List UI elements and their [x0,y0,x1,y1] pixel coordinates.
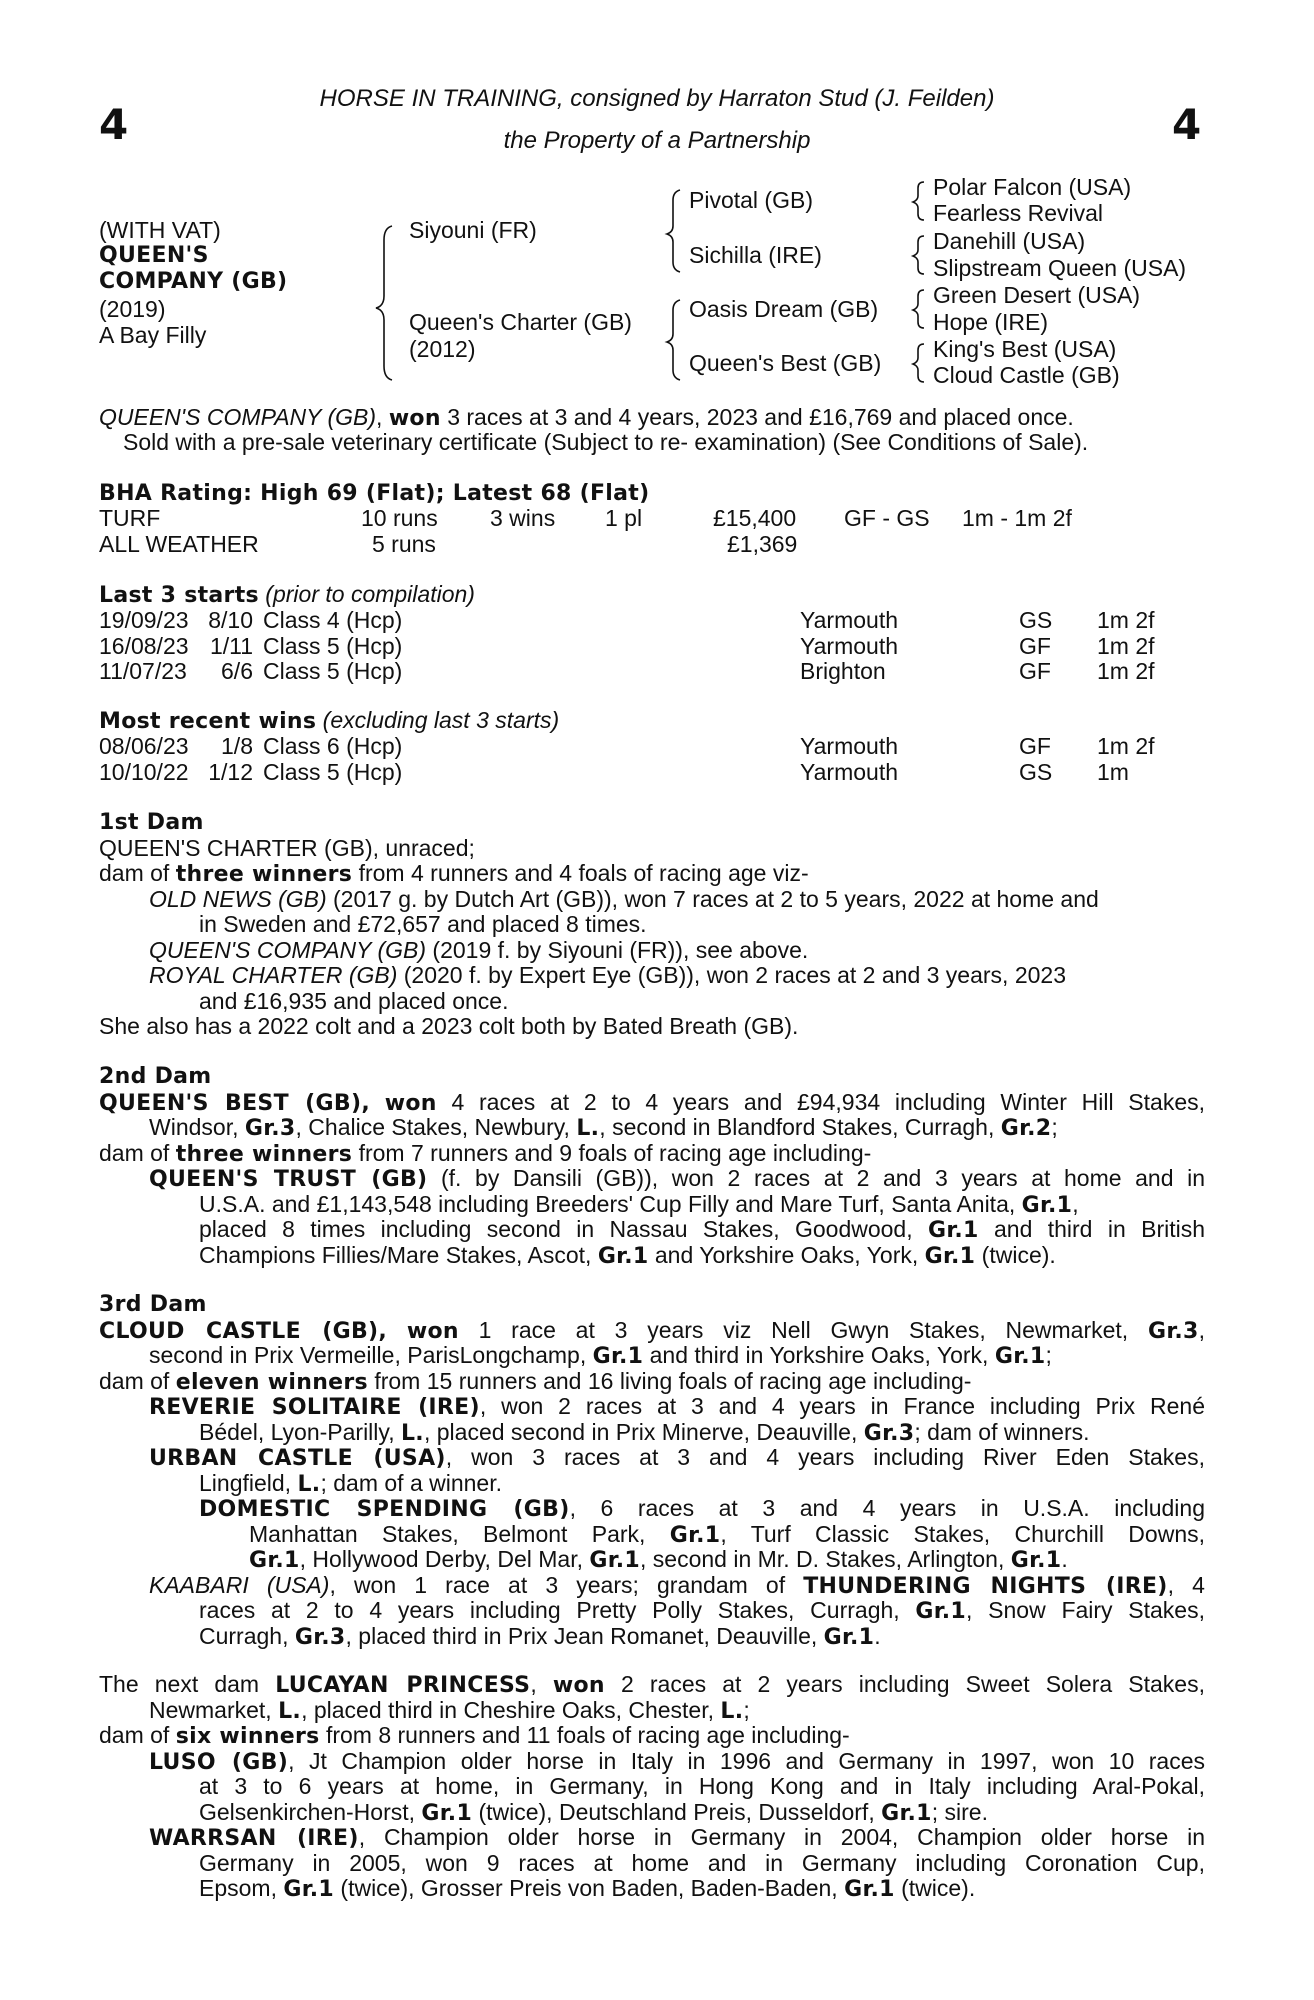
horse-year: (2019) [99,296,166,322]
start-course: Yarmouth [800,632,899,659]
offspring-warrsan: WARRSAN (IRE), Champion older horse in Germany in 2004, Champion older horse in [149,1824,1205,1851]
vat-note: (WITH VAT) [99,217,221,243]
gg-name-8: Cloud Castle (GB) [933,362,1120,388]
turf-going: GF - GS [844,505,930,531]
start-going: GF [1019,658,1051,684]
brace-main [376,226,392,380]
turf-placed: 1 pl [605,505,643,531]
first-dam-section [99,810,1205,1040]
second-dam-section [99,1064,1205,1268]
brace-g1 [913,182,924,220]
win-class: Class 5 (Hcp) [263,758,403,785]
offspring-reverie-solitaire-cont: Bédel, Lyon-Parilly, L., placed second in Prix Minerve, Deauville, Gr.3; dam of winners. [199,1418,1090,1446]
aw-label: ALL WEATHER [99,530,259,557]
second-dam-line1: QUEEN'S BEST (GB), won 4 races at 2 to 4 years and £94,934 including Winter Hill Stakes, [99,1088,1205,1116]
offspring-old-news-cont: in Sweden and £72,657 and placed 8 times. [199,911,647,937]
offspring-urban-castle-cont: Lingfield, L.; dam of a winner. [199,1469,502,1497]
win-distance: 1m [1097,758,1129,785]
table-row [99,634,1155,660]
last-starts-title: Last 3 starts [99,583,259,608]
offspring-warrsan-cont1: Germany in 2005, won 9 races at home and in Germany including Coronation Cup, [199,1849,1205,1876]
start-going: GF [1019,632,1051,659]
gg-name-5: Green Desert (USA) [933,282,1141,308]
third-dam-line2: second in Prix Vermeille, ParisLongchamp, Gr.1 and third in Yorkshire Oaks, York, Gr.1; [149,1342,1052,1369]
start-distance: 1m 2f [1097,607,1155,633]
second-dam-heading: 2nd Dam [99,1064,212,1089]
start-class: Class 5 (Hcp) [263,658,403,684]
offspring-luso-cont1: at 3 to 6 years at home, in Germany, in Hong Kong and in Italy including Aral-Pokal, [199,1773,1205,1799]
brace-dam [667,300,680,380]
rating-row-turf [99,506,1072,532]
recent-wins-heading [99,708,559,735]
vet-certificate-note: Sold with a pre-sale veterinary certificate (Subject to re- examination) (See Conditions of Sale). [123,429,1089,455]
summary-text: 3 races at 3 and 4 years, 2023 and £16,769 and placed once. [440,404,1074,430]
start-distance: 1m 2f [1097,632,1155,659]
last-starts-note: (prior to compilation) [258,581,475,607]
aw-prize-money: £1,369 [727,530,798,557]
horse-name-line1: QUEEN'S [99,243,209,268]
brace-g3 [913,290,924,328]
bha-rating-heading: BHA Rating: High 69 (Flat); Latest 68 (Flat) [99,481,650,506]
win-going: GF [1019,733,1051,759]
offspring-kaabari-cont1: races at 2 to 4 years including Pretty Polly Stakes, Curragh, Gr.1, Snow Fairy Stakes, [199,1597,1205,1624]
start-position: 6/6 [221,658,253,684]
start-course: Brighton [800,658,886,684]
dam-sire-name: Oasis Dream (GB) [689,296,879,322]
recent-wins-table [99,734,1155,785]
summary-won: won [388,406,441,431]
win-date: 10/10/22 [99,758,189,785]
start-date: 11/07/23 [99,658,187,684]
win-course: Yarmouth [800,733,899,759]
last-starts-table [99,608,1155,685]
header-consignor: HORSE IN TRAINING, consigned by Harraton Stud (J. Feilden) [319,85,995,112]
next-dam-section [99,1672,1205,1902]
turf-label: TURF [99,505,161,531]
offspring-queens-company: QUEEN'S COMPANY (GB) (2019 f. by Siyouni (FR)), see above. [149,936,809,963]
dam-dam-name: Queen's Best (GB) [689,350,882,376]
second-dam-line2: Windsor, Gr.3, Chalice Stakes, Newbury, L., second in Blandford Stakes, Curragh, Gr.2; [149,1114,1058,1141]
gg-name-7: King's Best (USA) [933,336,1117,362]
horse-description: A Bay Filly [99,322,207,348]
recent-wins-note: (excluding last 3 starts) [316,707,560,733]
first-dam-line: QUEEN'S CHARTER (GB), unraced; [99,834,475,861]
offspring-queens-trust-cont2: placed 8 times including second in Nassau Stakes, Goodwood, Gr.1 and third in British [199,1216,1205,1243]
first-dam-heading: 1st Dam [99,810,204,835]
offspring-domestic-spending: DOMESTIC SPENDING (GB), 6 races at 3 and 4 years in U.S.A. including [199,1495,1205,1522]
win-position: 1/12 [208,758,253,785]
table-row [99,734,1155,760]
offspring-royal-charter-cont: and £16,935 and placed once. [199,987,509,1014]
second-dam-produce-line: dam of three winners from 7 runners and 9 foals of racing age including- [99,1139,872,1167]
dam-year: (2012) [409,336,476,362]
start-date: 19/09/23 [99,607,189,633]
start-going: GS [1019,607,1053,633]
offspring-domestic-spending-cont1: Manhattan Stakes, Belmont Park, Gr.1, Turf Classic Stakes, Churchill Downs, [249,1520,1206,1548]
turf-wins: 3 wins [490,505,556,531]
recent-wins-title: Most recent wins [99,709,317,734]
sire-name: Siyouni (FR) [409,217,537,243]
offspring-warrsan-cont2: Epsom, Gr.1 (twice), Grosser Preis von Baden, Baden-Baden, Gr.1 (twice). [199,1875,976,1902]
summary-horse-name: QUEEN'S COMPANY (GB) [99,404,377,430]
offspring-urban-castle: URBAN CASTLE (USA), won 3 races at 3 and 4 years including River Eden Stakes, [149,1444,1205,1471]
sire-sire-name: Pivotal (GB) [689,187,813,213]
brace-g2 [913,236,924,274]
lot-number-left: 4 [99,100,129,149]
third-dam-section [99,1292,1205,1649]
offspring-queens-trust-cont3: Champions Fillies/Mare Stakes, Ascot, Gr.1 and Yorkshire Oaks, York, Gr.1 (twice). [199,1241,1056,1269]
table-row [99,760,1155,786]
start-class: Class 5 (Hcp) [263,632,403,659]
start-class: Class 4 (Hcp) [263,607,403,633]
rating-row-all-weather [99,532,1072,558]
horse-name-line2: COMPANY (GB) [99,269,288,294]
third-dam-produce-line: dam of eleven winners from 15 runners and 16 living foals of racing age including- [99,1367,972,1395]
start-position: 8/10 [208,607,253,633]
brace-g4 [913,344,924,382]
next-dam-line2: Newmarket, L., placed third in Cheshire Oaks, Chester, L.; [149,1696,750,1724]
gg-name-2: Fearless Revival [933,200,1103,226]
first-dam-produce-line: dam of three winners from 4 runners and 4 foals of racing age viz- [99,860,809,887]
header-property: the Property of a Partnership [503,127,811,154]
gg-name-4: Slipstream Queen (USA) [933,255,1187,281]
turf-runs: 10 runs [361,505,438,531]
offspring-luso-cont2: Gelsenkirchen-Horst, Gr.1 (twice), Deutschland Preis, Dusseldorf, Gr.1; sire. [199,1798,988,1826]
offspring-queens-trust: QUEEN'S TRUST (GB) (f. by Dansili (GB)), won 2 races at 2 and 3 years at home and in [149,1165,1205,1192]
sire-dam-name: Sichilla (IRE) [689,242,822,268]
next-dam-line1: The next dam LUCAYAN PRINCESS, won 2 races at 2 years including Sweet Solera Stakes, [99,1671,1205,1698]
dam-name: Queen's Charter (GB) [409,309,632,335]
offspring-reverie-solitaire: REVERIE SOLITAIRE (IRE), won 2 races at 3 and 4 years in France including Prix René [149,1393,1206,1420]
win-date: 08/06/23 [99,733,189,759]
offspring-luso: LUSO (GB), Jt Champion older horse in Italy in 1996 and Germany in 1997, won 10 races [149,1747,1205,1775]
third-dam-heading: 3rd Dam [99,1292,207,1317]
last-starts-heading [99,582,475,609]
offspring-domestic-spending-cont2: Gr.1, Hollywood Derby, Del Mar, Gr.1, second in Mr. D. Stakes, Arlington, Gr.1. [249,1546,1068,1573]
offspring-queens-trust-cont1: U.S.A. and £1,143,548 including Breeders' Cup Filly and Mare Turf, Santa Anita, Gr.1, [199,1190,1079,1218]
offspring-old-news: OLD NEWS (GB) (2017 g. by Dutch Art (GB)), won 7 races at 2 to 5 years, 2022 at home and [149,885,1099,912]
race-summary: QUEEN'S COMPANY (GB), won 3 races at 3 and 4 years, 2023 and £16,769 and placed once. [99,404,1074,431]
third-dam-line1: CLOUD CASTLE (GB), won 1 race at 3 years viz Nell Gwyn Stakes, Newmarket, Gr.3, [99,1316,1205,1344]
table-row [99,659,1155,685]
start-distance: 1m 2f [1097,658,1155,684]
gg-name-3: Danehill (USA) [933,228,1086,254]
offspring-kaabari: KAABARI (USA), won 1 race at 3 years; grandam of THUNDERING NIGHTS (IRE), 4 [149,1571,1205,1599]
first-dam-colts-note: She also has a 2022 colt and a 2023 colt both by Bated Breath (GB). [99,1013,799,1039]
next-dam-produce-line: dam of six winners from 8 runners and 11 foals of racing age including- [99,1722,850,1749]
offspring-kaabari-cont2: Curragh, Gr.3, placed third in Prix Jean Romanet, Deauville, Gr.1. [199,1622,881,1650]
lot-number-right: 4 [1172,100,1202,149]
start-date: 16/08/23 [99,632,189,659]
brace-sire [667,190,680,272]
turf-distance: 1m - 1m 2f [962,505,1072,531]
table-row [99,608,1155,634]
gg-name-6: Hope (IRE) [933,309,1049,335]
win-distance: 1m 2f [1097,733,1155,759]
offspring-royal-charter: ROYAL CHARTER (GB) (2020 f. by Expert Eye (GB)), won 2 races at 2 and 3 years, 2023 [149,962,1066,988]
start-position: 1/11 [209,632,253,659]
win-class: Class 6 (Hcp) [263,733,403,759]
turf-prize-money: £15,400 [713,505,797,531]
win-position: 1/8 [221,733,253,759]
rating-table [99,506,1072,557]
aw-runs: 5 runs [372,530,436,557]
win-going: GS [1019,758,1053,785]
start-course: Yarmouth [800,607,899,633]
gg-name-1: Polar Falcon (USA) [933,174,1132,200]
win-course: Yarmouth [800,758,899,785]
